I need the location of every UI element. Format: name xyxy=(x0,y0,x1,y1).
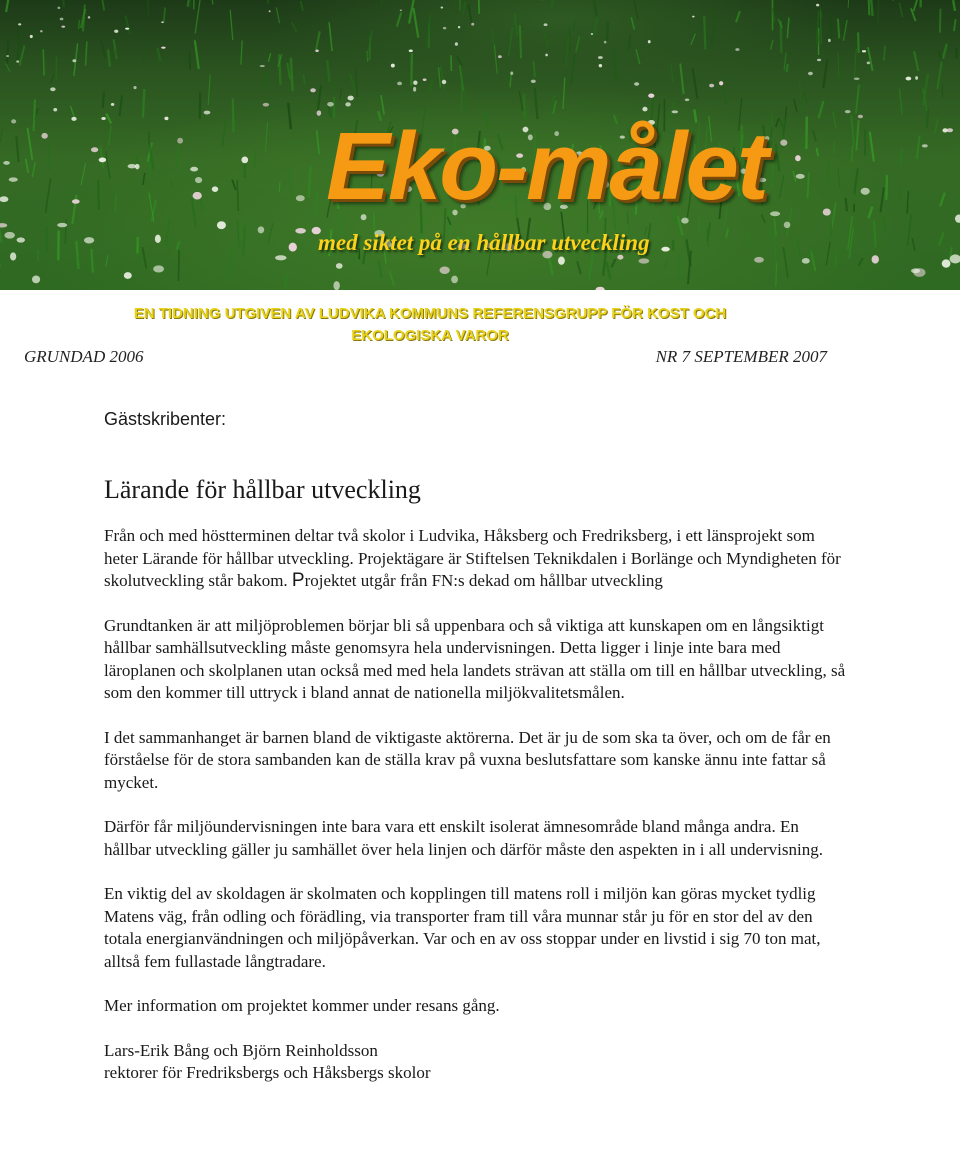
article-paragraph: Grundtanken är att miljöproblemen börjar bli så uppenbara och så viktiga att kunskapen om en långsiktigt hållbar samhällsutveckling måste genomsyra hela undervisningen. Detta ligger i linje inte bara med läroplanen och skolplanen utan också med med hela landets strävan att ställa om till en hållbar utveckling, så som den kommer till uttryck i bland annat de nationella miljökvalitetsmålen. xyxy=(104,615,846,702)
paragraph-text: Från och med höstterminen deltar två skolor i Ludvika, Håksberg och Fredriksberg, i ett länsprojekt som heter Lärande för hållbar utveckling. Projektägare är Stiftelsen Teknikdalen i Borlänge och Myndigheten för skolutveckling står bakom. xyxy=(104,526,841,590)
masthead-subtitle: med siktet på en hållbar utveckling xyxy=(318,230,650,255)
article-paragraph: En viktig del av skoldagen är skolmaten och kopplingen till matens roll i miljön kan göras mycket tydlig Matens väg, från odling och förädling, via transporter fram till våra munnar står ju för en stor del av den totala energianvändningen och miljöpåverkan. Var och en av oss stoppar under en livstid i sig 70 ton mat, alltså fem fullastade långtradare. xyxy=(104,884,821,971)
issue-number: NR 7 SEPTEMBER 2007 xyxy=(655,347,827,366)
article-paragraph: Mer information om projektet kommer under resans gång. xyxy=(104,996,500,1015)
paragraph-text: rojektet utgår från FN:s dekad om hållbar utveckling xyxy=(304,571,663,590)
article-paragraph xyxy=(104,525,849,593)
founded-date: GRUNDAD 2006 xyxy=(24,347,144,366)
masthead-banner xyxy=(0,0,960,290)
signature-roles: rektorer för Fredriksbergs och Håksbergs skolor xyxy=(104,1063,431,1082)
guest-writers-label: Gästskribenter: xyxy=(104,409,227,429)
masthead-title: Eko-målet xyxy=(326,113,767,220)
article-paragraph: Därför får miljöundervisningen inte bara vara ett enskilt isolerat ämnesområde bland många andra. En hållbar utveckling gäller ju samhället över hela linjen och därför måste den aspekten in i all undervisning. xyxy=(104,817,823,859)
article-body xyxy=(104,525,849,1085)
publisher-line xyxy=(60,303,800,347)
signature-names: Lars-Erik Bång och Björn Reinholdsson xyxy=(104,1040,378,1060)
article-paragraph: I det sammanhanget är barnen bland de viktigaste aktörerna. Det är ju de som ska ta över, och om de får en förståelse för de stora sambanden kan de ställa krav på vuxna beslutsfattare som kanske ännu inte fattar så mycket. xyxy=(104,727,831,792)
publisher-line-1: EN TIDNING UTGIVEN AV LUDVIKA KOMMUNS REFERENSGRUPP FÖR KOST OCH xyxy=(133,305,727,322)
paragraph-initial: P xyxy=(291,570,305,591)
article-title: Lärande för hållbar utveckling xyxy=(104,475,421,504)
publisher-line-2: EKOLOGISKA VAROR xyxy=(351,327,509,344)
